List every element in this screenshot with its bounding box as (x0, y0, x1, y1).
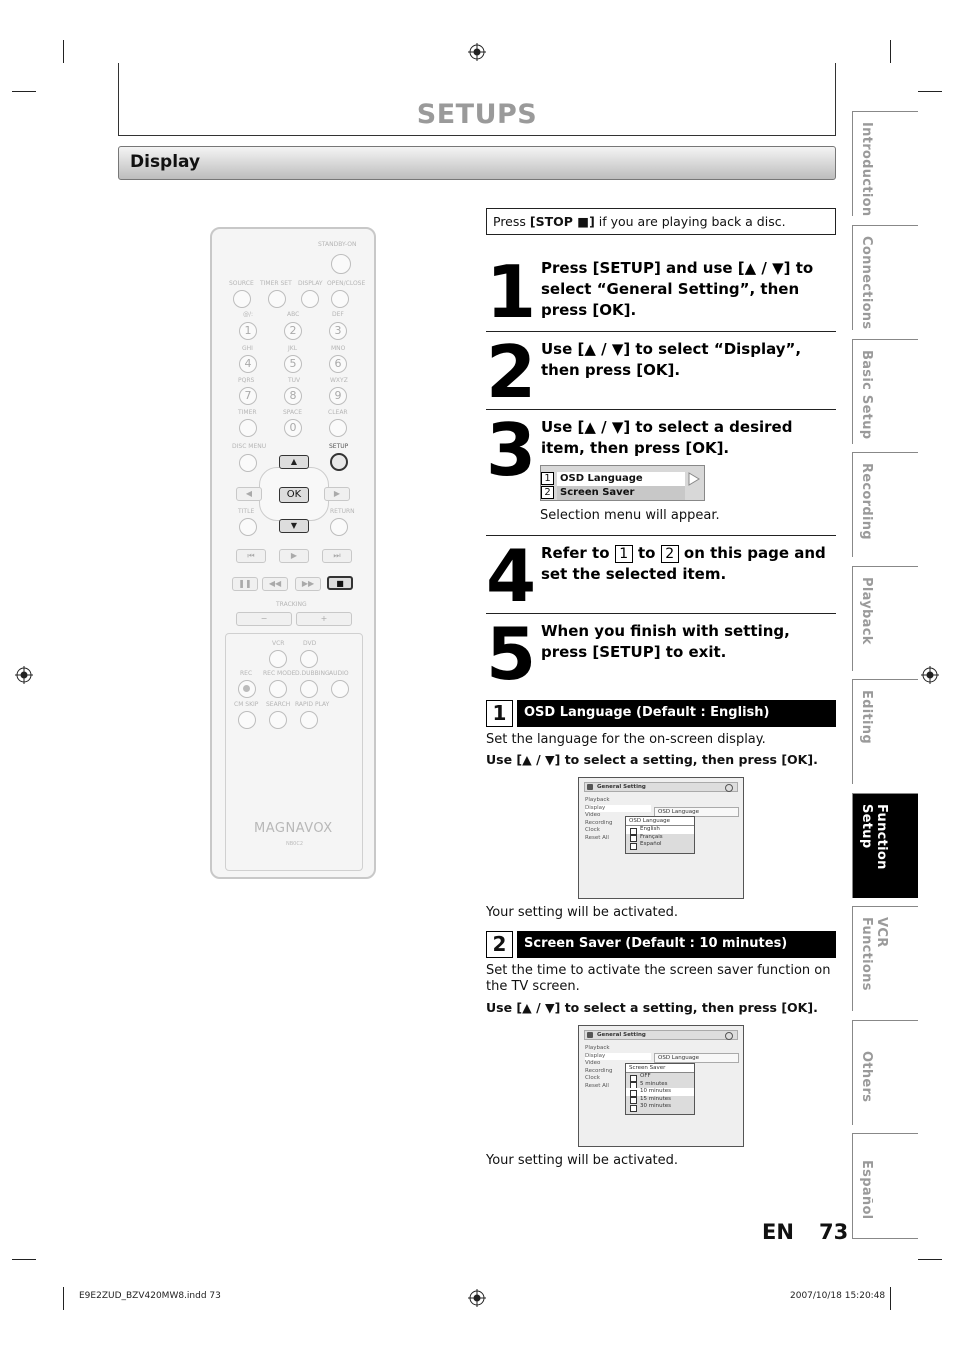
remote-label: SOURCE (229, 280, 254, 287)
digit-4-button: 4 (239, 355, 257, 373)
remote-label: DISPLAY (298, 280, 323, 287)
side-tab-espanol[interactable] (852, 1133, 918, 1238)
disc-menu-button (239, 454, 257, 472)
cm-skip-button (238, 711, 256, 729)
rapid-play-button (300, 711, 318, 729)
digit-6-button: 6 (329, 355, 347, 373)
remote-label: PQRS (238, 377, 255, 384)
crop-mark (890, 1287, 891, 1310)
remote-label: TIMER SET (260, 280, 292, 287)
section-number: 1 (486, 700, 513, 727)
play-button: ▶ (279, 549, 309, 563)
side-tab-label: Function Setup (859, 804, 889, 870)
screen-sub-item: OSD Language (654, 1053, 739, 1063)
side-tab-label: Playback (859, 577, 874, 645)
ref-box-1: 1 (615, 545, 633, 563)
pause-button: ❚❚ (232, 577, 258, 591)
step-number: 5 (486, 612, 537, 696)
remote-label: REC MODE (263, 670, 296, 677)
crop-mark (12, 1259, 36, 1260)
screen-header: General Setting (584, 1030, 738, 1040)
language-code: EN (762, 1220, 794, 1244)
item-number-box: 2 (541, 486, 554, 499)
source-button (233, 290, 251, 308)
digit-1-button: 1 (239, 322, 257, 340)
clear-button (329, 419, 347, 437)
fast-forward-button: ▶▶ (295, 577, 321, 591)
remote-brand-logo: MAGNAVOX (254, 821, 333, 836)
selection-item: OSD Language (557, 472, 685, 486)
arrow-right-icon (687, 472, 701, 486)
remote-label: RAPID PLAY (295, 701, 330, 708)
section-heading: OSD Language (Default : English) (517, 700, 836, 727)
timer-button (239, 419, 257, 437)
step-2 (486, 330, 836, 414)
screen-menu: Playback Display Video Recording Clock Reset All (585, 797, 651, 842)
remote-label: RETURN (330, 508, 355, 515)
side-tab-playback[interactable] (852, 566, 918, 671)
open-close-button (331, 290, 349, 308)
screen-saver-desc: Set the time to activate the screen saver function on the TV screen. (486, 963, 831, 994)
osd-language-result: Your setting will be activated. (486, 905, 679, 920)
up-arrow-button: ▲ (279, 455, 309, 469)
skip-back-button: ⏮ (236, 549, 266, 563)
stop-key: [STOP ■] (529, 214, 595, 229)
digit-7-button: 7 (239, 387, 257, 405)
right-arrow-button: ▶ (324, 487, 350, 501)
remote-label: OPEN/CLOSE (327, 280, 366, 287)
remote-label: VCR (272, 640, 285, 647)
remote-model: NB0C2 (286, 841, 304, 847)
side-tab-label: VCR Functions (859, 917, 889, 991)
selection-caption: Selection menu will appear. (540, 508, 720, 523)
step-text: Refer to 1 to 2 on this page and set the selected item. (541, 544, 826, 583)
side-tab-function-setup[interactable] (852, 793, 918, 898)
page-title-box (118, 63, 836, 136)
step-number: 4 (486, 534, 537, 618)
remote-label: D.DUBBING (295, 670, 330, 677)
screen-saver-screen (578, 1025, 744, 1147)
stop-note: Press [STOP ■] if you are playing back a disc. (486, 208, 836, 235)
remote-label: SETUP (329, 443, 349, 450)
selection-menu (540, 465, 705, 501)
remote-control (210, 227, 376, 879)
item-number-box: 1 (541, 472, 554, 485)
screen-menu: Playback Display Video Recording Clock Reset All (585, 1045, 651, 1090)
remote-label: SEARCH (266, 701, 291, 708)
digit-5-button: 5 (284, 355, 302, 373)
remote-label: DISC MENU (232, 443, 267, 450)
screen-popup: Screen Saver OFF 5 minutes 10 minutes 15 minutes 30 minutes (625, 1063, 695, 1115)
side-tab-label: Editing (859, 690, 874, 744)
section-title: Display (130, 152, 201, 172)
side-tab-basic-setup[interactable] (852, 339, 918, 444)
screen-saver-instruction: Use [▲ / ▼] to select a setting, then press [OK]. (486, 1000, 818, 1015)
side-tab-others[interactable] (852, 1020, 918, 1125)
page-title: SETUPS (416, 99, 538, 130)
remote-label: DVD (303, 640, 317, 647)
remote-label: GHI (242, 345, 253, 352)
digit-0-button: 0 (284, 419, 302, 437)
skip-forward-button: ⏭ (322, 549, 352, 563)
digit-8-button: 8 (284, 387, 302, 405)
side-tab-label: Español (859, 1160, 874, 1220)
registration-mark-icon (468, 1289, 486, 1307)
page-number-rule (852, 1200, 853, 1238)
remote-label: REC (240, 670, 253, 677)
ref-box-2: 2 (661, 545, 679, 563)
rec-button (238, 680, 256, 698)
section-number: 2 (486, 931, 513, 958)
rec-mode-button (269, 680, 287, 698)
step-number: 1 (486, 250, 537, 334)
side-tab-label: Recording (859, 463, 874, 540)
disc-icon (725, 1032, 733, 1040)
down-arrow-button: ▼ (279, 519, 309, 533)
rewind-button: ◀◀ (262, 577, 288, 591)
crop-mark (12, 91, 36, 92)
side-tab-label: Introduction (859, 122, 874, 217)
osd-language-screen (578, 777, 744, 899)
remote-label: MNO (331, 345, 346, 352)
screen-header: General Setting (584, 782, 738, 792)
digit-9-button: 9 (329, 387, 347, 405)
step-number: 2 (486, 330, 537, 414)
wrench-icon (587, 784, 593, 790)
footer-file: E9E2ZUD_BZV420MW8.indd 73 (79, 1291, 221, 1301)
remote-label: JKL (288, 345, 298, 352)
left-arrow-button: ◀ (236, 487, 262, 501)
remote-label: TUV (288, 377, 301, 384)
stop-button: ■ (327, 576, 353, 590)
remote-label: DEF (332, 311, 344, 318)
screen-saver-heading (486, 931, 836, 958)
remote-label: SPACE (283, 409, 303, 416)
remote-label: TRACKING (276, 601, 307, 608)
screen-sub-item: OSD Language (654, 807, 739, 817)
side-tab-vcr-functions[interactable] (852, 906, 918, 1011)
section-header (118, 146, 836, 180)
remote-label: AUDIO (329, 670, 349, 677)
step-number: 3 (486, 408, 537, 492)
remote-label: CLEAR (328, 409, 348, 416)
side-tab-editing[interactable] (852, 679, 918, 784)
page-number: 73 (819, 1220, 849, 1244)
side-tab-label: Others (859, 1051, 874, 1103)
title-button (239, 518, 257, 536)
registration-mark-icon (15, 666, 33, 684)
step-text: Press [SETUP] and use [▲ / ▼] to select “General Setting”, then press [OK]. (541, 259, 814, 319)
footer-timestamp: 2007/10/18 15:20:48 (790, 1291, 886, 1301)
return-button (330, 518, 348, 536)
crop-mark (63, 40, 64, 63)
registration-mark-icon (468, 43, 486, 61)
remote-label: WXYZ (330, 377, 348, 384)
page-number-rule (852, 1238, 918, 1239)
step-text: When you finish with setting, press [SETUP] to exit. (541, 622, 790, 661)
remote-label: CM SKIP (234, 701, 259, 708)
dubbing-button (300, 680, 318, 698)
remote-label: ABC (287, 311, 300, 318)
vcr-button (269, 650, 287, 668)
tracking-minus-button: − (236, 612, 292, 626)
selection-item: Screen Saver (557, 486, 685, 500)
step-text: Use [▲ / ▼] to select “Display”, then press [OK]. (541, 340, 802, 379)
crop-mark (890, 40, 891, 63)
remote-label: TIMER (238, 409, 257, 416)
wrench-icon (587, 1032, 593, 1038)
audio-button (331, 680, 349, 698)
remote-label: @/: (243, 311, 254, 318)
osd-language-instruction: Use [▲ / ▼] to select a setting, then press [OK]. (486, 752, 818, 767)
osd-language-desc: Set the language for the on-screen display. (486, 732, 766, 747)
timer-set-button (268, 290, 286, 308)
search-button (269, 711, 287, 729)
remote-label: STANDBY-ON (318, 241, 357, 248)
crop-mark (63, 1287, 64, 1310)
side-tab-connections[interactable] (852, 225, 918, 330)
digit-2-button: 2 (284, 322, 302, 340)
screen-popup: OSD Language English Français Español (625, 816, 695, 854)
step-1 (486, 250, 836, 332)
step-text: Use [▲ / ▼] to select a desired item, then press [OK]. (541, 418, 793, 457)
side-tab-recording[interactable] (852, 452, 918, 557)
side-tab-label: Connections (859, 236, 874, 330)
dvd-button (300, 650, 318, 668)
registration-mark-icon (921, 666, 939, 684)
power-button (331, 254, 351, 274)
disc-icon (725, 784, 733, 792)
digit-3-button: 3 (329, 322, 347, 340)
tracking-plus-button: + (296, 612, 352, 626)
setup-button (330, 453, 348, 471)
side-tab-introduction[interactable] (852, 111, 918, 216)
screen-saver-result: Your setting will be activated. (486, 1153, 679, 1168)
section-heading: Screen Saver (Default : 10 minutes) (517, 931, 836, 958)
crop-mark (918, 91, 942, 92)
step-4 (486, 534, 836, 618)
step-5 (486, 612, 836, 696)
ok-button: OK (279, 487, 309, 503)
display-button (301, 290, 319, 308)
osd-language-heading (486, 700, 836, 727)
crop-mark (918, 1259, 942, 1260)
side-tab-label: Basic Setup (859, 350, 874, 440)
remote-label: TITLE (238, 508, 255, 515)
